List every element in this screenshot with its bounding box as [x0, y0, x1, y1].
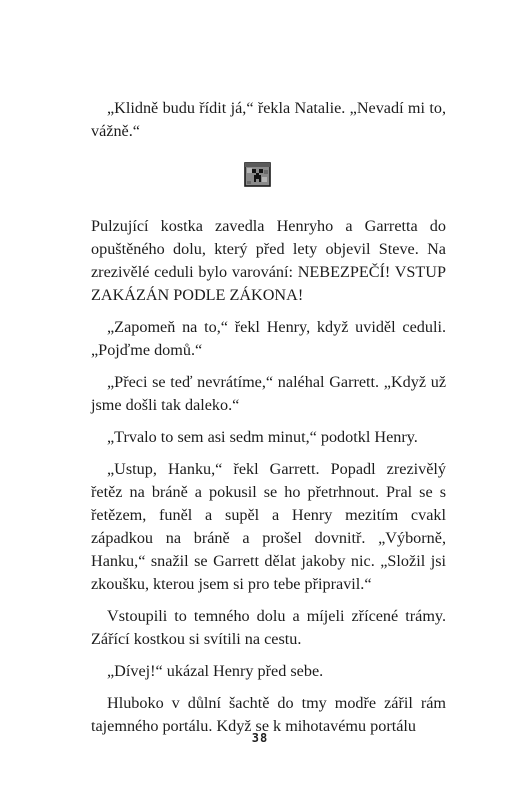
- paragraph: „Klidně budu řídit já,“ řekla Natalie. „Nevadí mi to, vážně.“: [91, 99, 446, 140]
- main-text: [91, 215, 446, 738]
- paragraph: „Trvalo to sem asi sedm minut,“ podotkl Henry.: [107, 428, 418, 446]
- paragraph: Hluboko v důlní šachtě do tmy modře zářil rám tajemného portálu. Když se k mihotavému portálu: [91, 694, 446, 735]
- paragraph: „Zapomeň na to,“ řekl Henry, když uviděl ceduli. „Pojďme domů.“: [91, 318, 446, 359]
- paragraph: „Přeci se teď nevrátíme,“ naléhal Garrett. „Když už jsme došli tak daleko.“: [91, 373, 446, 414]
- dialogue-section: [91, 97, 446, 143]
- paragraph: „Dívej!“ ukázal Henry před sebe.: [107, 662, 324, 680]
- paragraph: Pulzující kostka zavedla Henryho a Garretta do opuštěného dolu, který před lety objevil Steve. Na zrezivělé ceduli bylo varování: NEBEZPEČÍ! VSTUP ZAKÁZÁN PODLE ZÁKONA!: [91, 217, 446, 304]
- paragraph: „Ustup, Hanku,“ řekl Garrett. Popadl zrezivělý řetěz na bráně a pokusil se ho přetrhnout. Pral se s řetězem, funěl a supěl a Henry mezitím cvakl západkou na bráně a prošel dovnitř. „Výborně, Hanku,“ snažil se Garrett dělat jakoby nic. „Složil jsi zkoušku, kterou jsem si pro tebe připravil.“: [91, 460, 446, 593]
- paragraph: Vstoupili to temného dolu a míjeli zřícené trámy. Zářící kostkou si svítili na cestu.: [91, 607, 446, 648]
- page-number: 38: [251, 731, 269, 745]
- creeper-block-icon: [244, 161, 271, 188]
